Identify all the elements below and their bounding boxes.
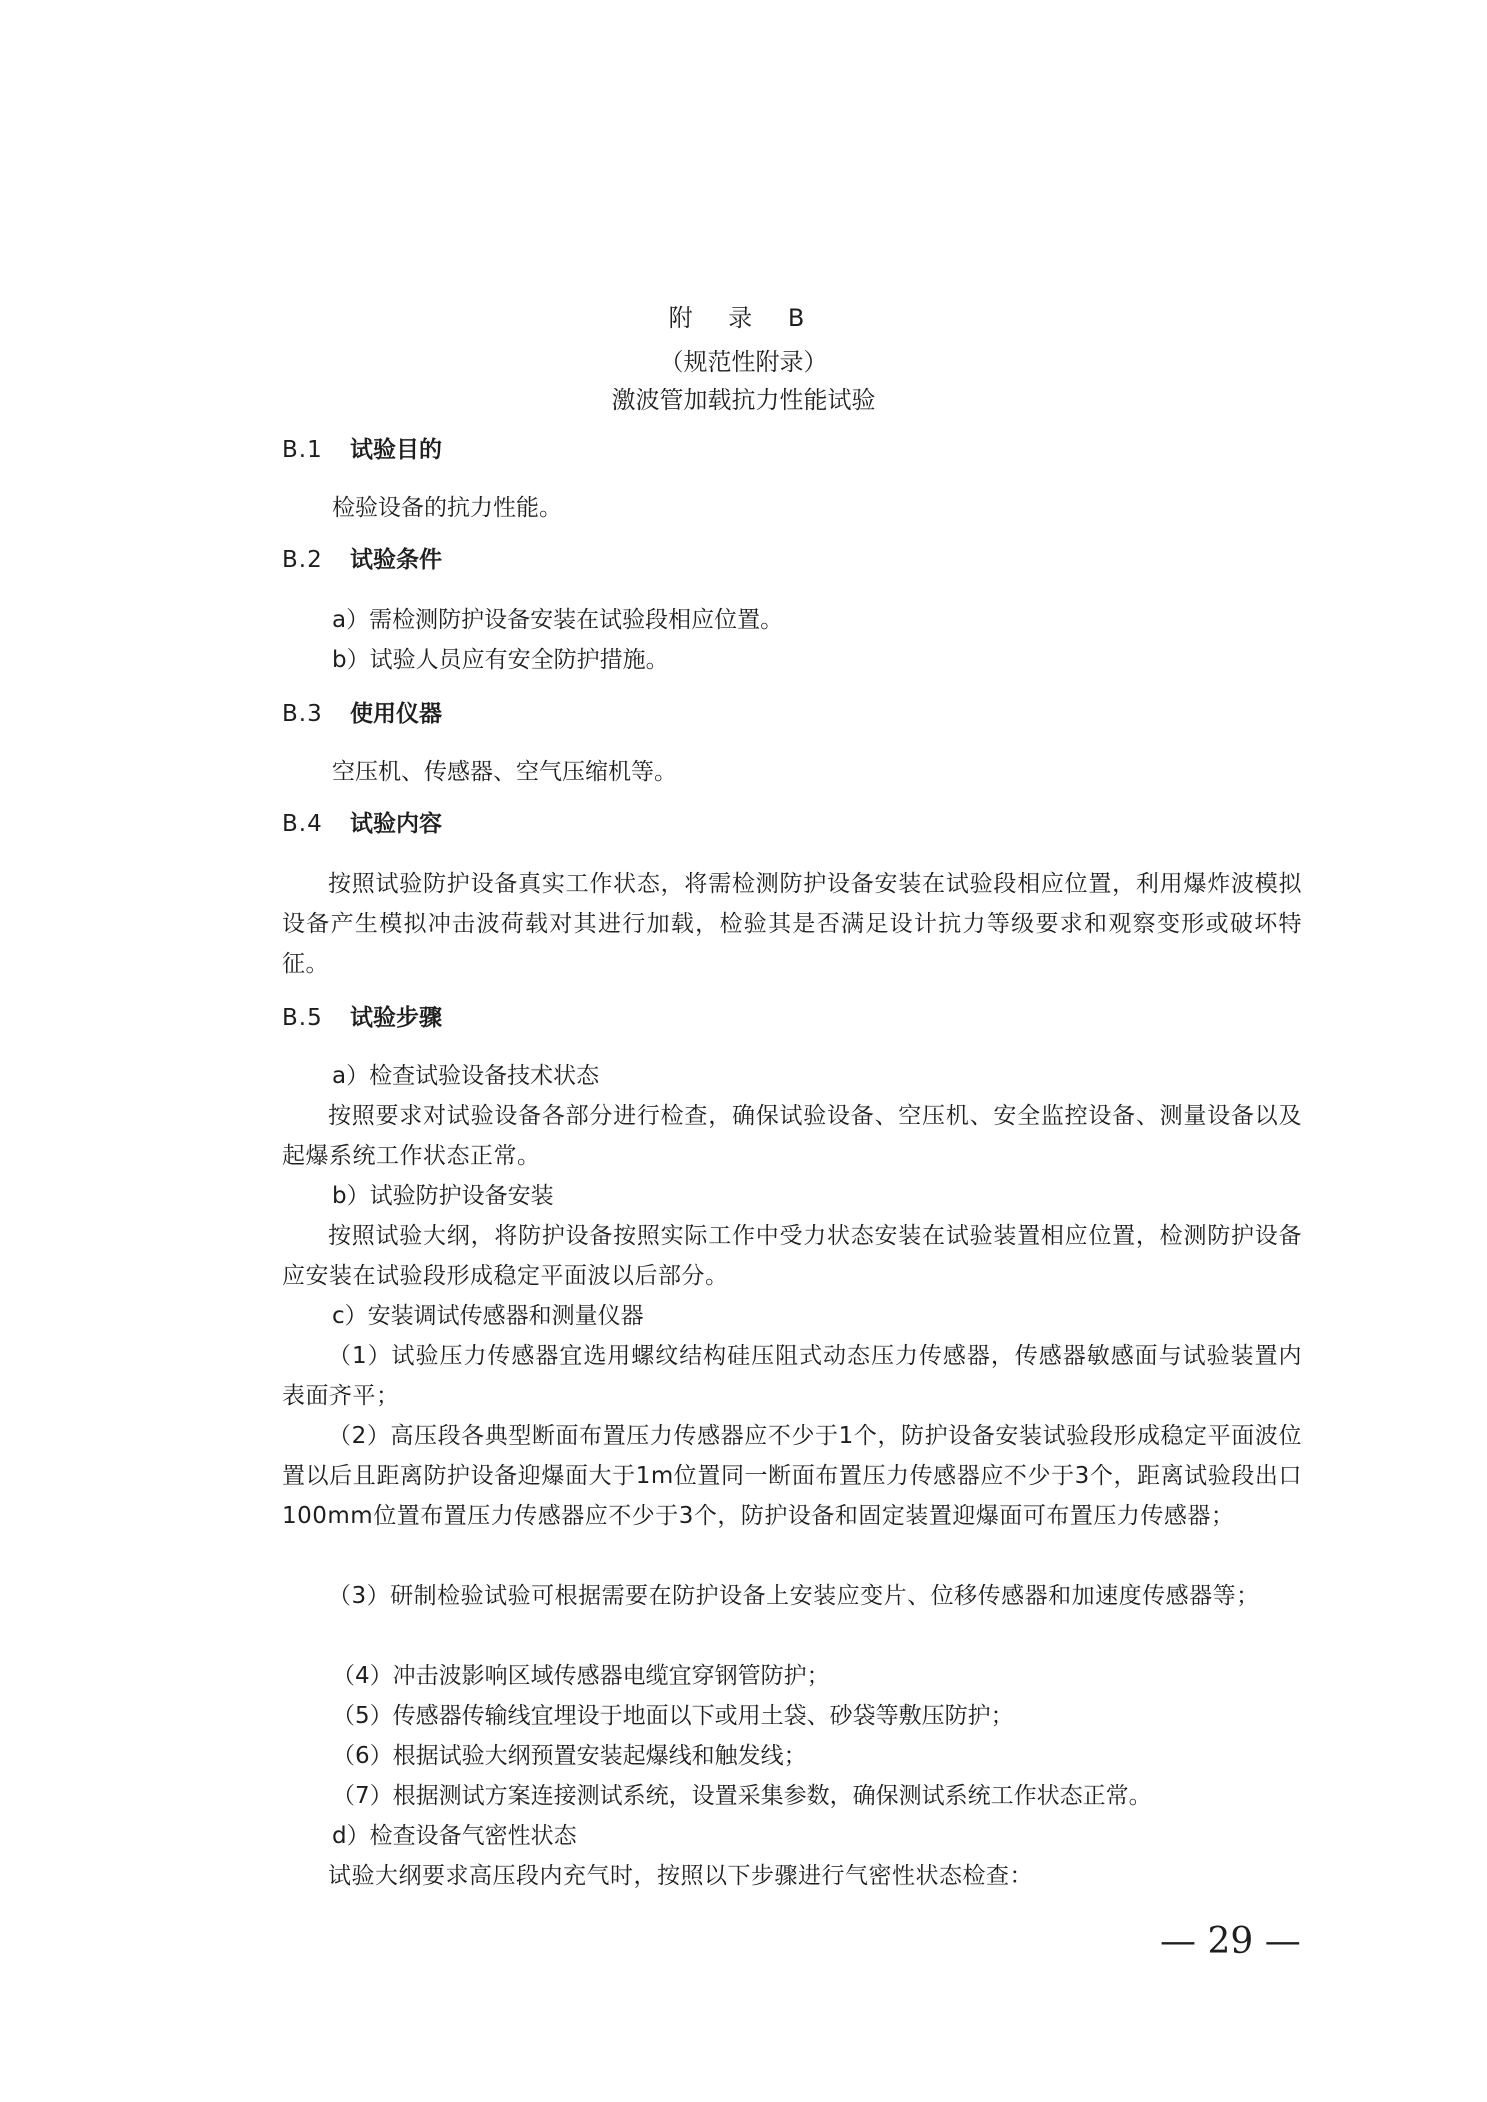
page-number: — 29 — <box>1160 1921 1301 1962</box>
list-item: b）试验防护设备安装 <box>332 1183 554 1209</box>
paragraph: 按照试验防护设备真实工作状态，将需检测防护设备安装在试验段相应位置，利用爆炸波模拟设备产生模拟冲击波荷载对其进行加载，检验其是否满足设计抗力等级要求和观察变形或破坏特征。 <box>282 871 1302 977</box>
list-item: （5）传感器传输线宜埋设于地面以下或用土袋、砂袋等敷压防护； <box>332 1703 1014 1729</box>
section-heading-b3 <box>282 696 442 732</box>
paragraph: （2）高压段各典型断面布置压力传感器应不少于1个，防护设备安装试验段形成稳定平面波位置以后且距离防护设备迎爆面大于1m位置同一断面布置压力传感器应不少于3个，距离试验段出口100mm位置布置压力传感器应不少于3个，防护设备和固定装置迎爆面可布置压力传感器； <box>282 1423 1302 1529</box>
paragraph: （3）研制检验试验可根据需要在防护设备上安装应变片、位移传感器和加速度传感器等； <box>328 1583 1260 1609</box>
section-number: B.1 <box>282 437 323 463</box>
list-item: a）检查试验设备技术状态 <box>332 1063 600 1089</box>
list-item: （7）根据测试方案连接测试系统，设置采集参数，确保测试系统工作状态正常。 <box>332 1783 1152 1809</box>
section-heading-b1 <box>282 432 442 468</box>
section-title: 使用仪器 <box>350 701 442 727</box>
list-item: a）需检测防护设备安装在试验段相应位置。 <box>332 607 784 633</box>
list-item: b）试验人员应有安全防护措施。 <box>332 647 669 673</box>
section-number: B.3 <box>282 701 323 727</box>
section-heading-b4 <box>282 806 442 842</box>
paragraph: 按照要求对试验设备各部分进行检查，确保试验设备、空压机、安全监控设备、测量设备以及起爆系统工作状态正常。 <box>282 1103 1302 1169</box>
section-heading-b2 <box>282 542 442 578</box>
list-item: c）安装调试传感器和测量仪器 <box>332 1303 644 1329</box>
section-number: B.2 <box>282 547 323 573</box>
paragraph: 空压机、传感器、空气压缩机等。 <box>332 759 677 785</box>
section-heading-b5 <box>282 1000 442 1036</box>
list-item: d）检查设备气密性状态 <box>332 1823 577 1849</box>
appendix-subtitle: （规范性附录） <box>659 348 828 376</box>
section-title: 试验目的 <box>350 437 442 463</box>
list-item: （6）根据试验大纲预置安装起爆线和触发线； <box>332 1743 807 1769</box>
section-title: 试验步骤 <box>350 1005 442 1031</box>
list-item: （4）冲击波影响区域传感器电缆宜穿钢管防护； <box>332 1663 830 1689</box>
paragraph: 检验设备的抗力性能。 <box>332 495 562 521</box>
appendix-title: 附 录 B <box>668 304 819 332</box>
paragraph: 按照试验大纲，将防护设备按照实际工作中受力状态安装在试验装置相应位置，检测防护设备应安装在试验段形成稳定平面波以后部分。 <box>282 1223 1302 1289</box>
section-number: B.5 <box>282 1005 323 1031</box>
section-number: B.4 <box>282 811 323 837</box>
paragraph: （1）试验压力传感器宜选用螺纹结构硅压阻式动态压力传感器，传感器敏感面与试验装置内表面齐平； <box>282 1343 1302 1409</box>
section-title: 试验条件 <box>350 547 442 573</box>
section-title: 试验内容 <box>350 811 442 837</box>
appendix-name: 激波管加载抗力性能试验 <box>611 386 876 414</box>
paragraph: 试验大纲要求高压段内充气时，按照以下步骤进行气密性状态检查： <box>328 1863 1033 1889</box>
